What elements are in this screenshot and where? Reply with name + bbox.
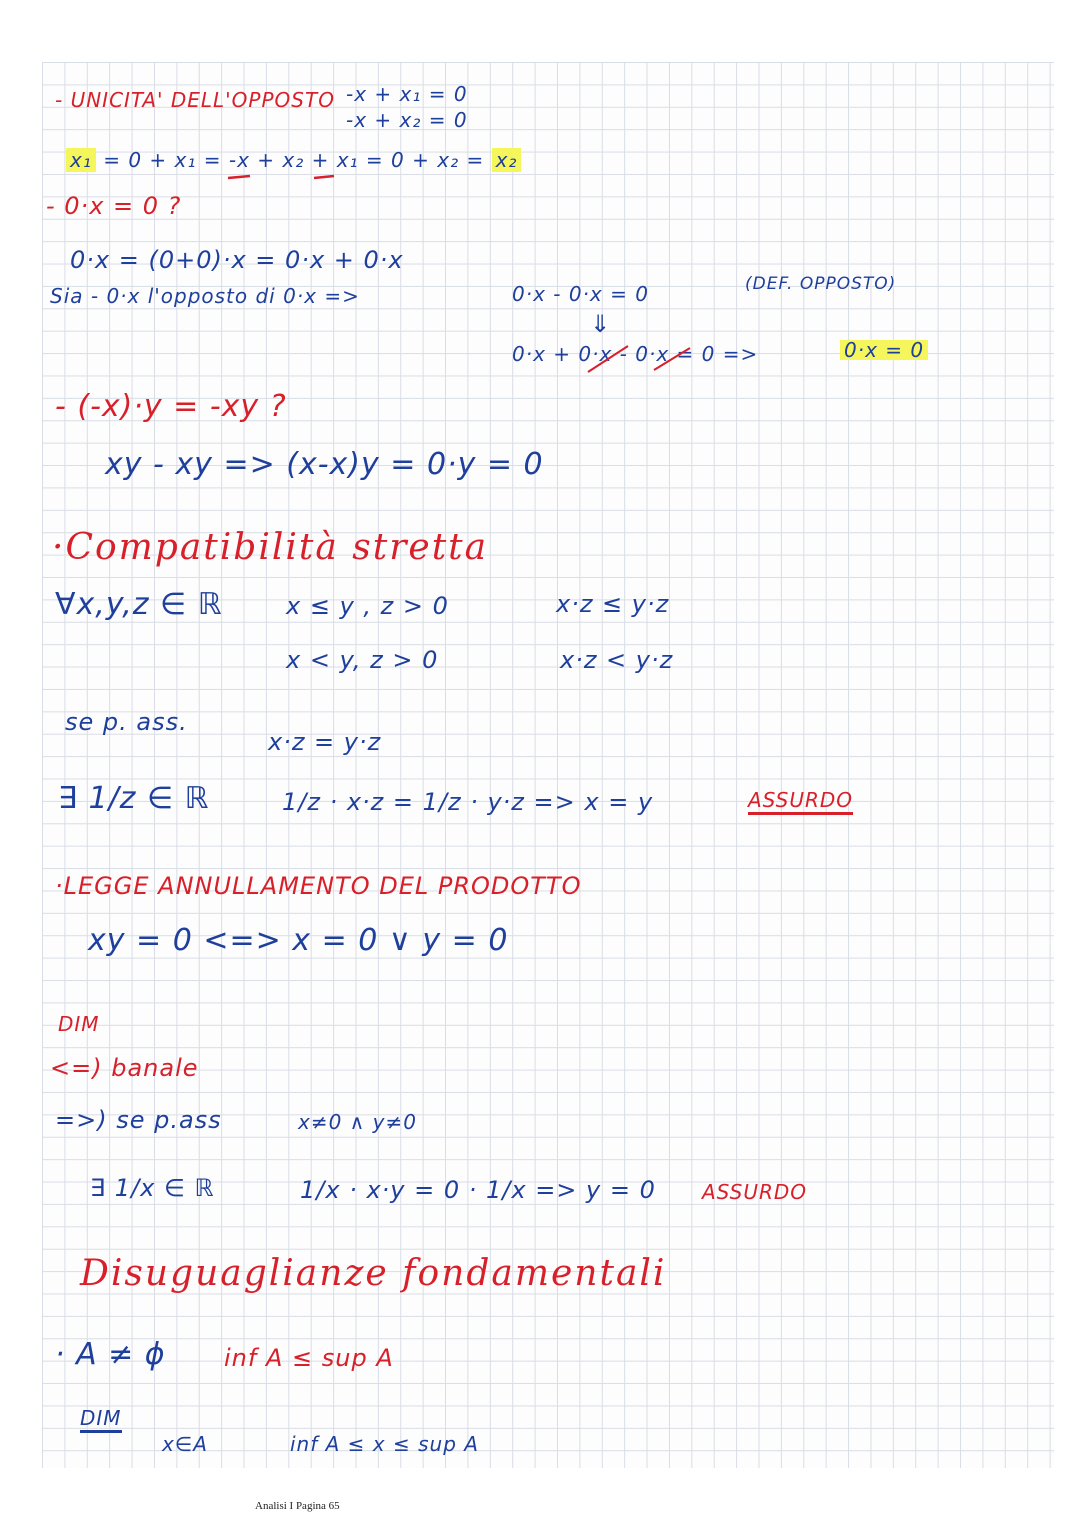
x1-proof-middle: = 0 + x₁ = -x + x₂ + x₁ = 0 + x₂ = xyxy=(103,148,485,172)
eq-opposto-2: -x + x₂ = 0 xyxy=(346,108,468,132)
x1-highlight: x₁ xyxy=(66,148,96,172)
compat-result-2: x·z < y·z xyxy=(560,646,674,674)
exists-inverse-z: ∃ 1/z ∈ ℝ xyxy=(58,781,210,816)
implies-down-arrow: ⇓ xyxy=(590,310,612,338)
eq-multiply-inverse: 1/z · x·z = 1/z · y·z => x = y xyxy=(282,788,654,816)
heading-disuguaglianze: Disuguaglianze fondamentali xyxy=(80,1253,667,1294)
compat-result-1: x·z ≤ y·z xyxy=(556,590,670,618)
note-def-opposto: (DEF. OPPOSTO) xyxy=(745,274,897,294)
exists-inverse-x: ∃ 1/x ∈ ℝ xyxy=(90,1174,215,1202)
heading-compatibilita: ·Compatibilità stretta xyxy=(52,527,489,568)
direction-per-assurdo: =>) se p.ass xyxy=(55,1106,222,1134)
ineq-inf-sup: inf A ≤ sup A xyxy=(224,1344,394,1372)
eq-def-opposto: 0·x - 0·x = 0 xyxy=(512,282,649,306)
ineq-inf-x-sup: inf A ≤ x ≤ sup A xyxy=(290,1432,479,1456)
heading-neg-x-times-y: - (-x)·y = -xy ? xyxy=(55,389,287,424)
eq-legge-annullamento: xy = 0 <=> x = 0 ∨ y = 0 xyxy=(88,923,509,958)
assurdo-label-2: ASSURDO xyxy=(702,1180,808,1204)
eq-assumption: x·z = y·z xyxy=(268,728,382,756)
result-zero-times-x: 0·x = 0 xyxy=(840,340,928,360)
heading-unicita-opposto: - UNICITA' DELL'OPPOSTO xyxy=(55,88,335,112)
eq-nonzero-assumption: x≠0 ∧ y≠0 xyxy=(298,1110,417,1134)
eq-zero-times-x: 0·x = (0+0)·x = 0·x + 0·x xyxy=(70,246,404,274)
dim-label-1: DIM xyxy=(58,1012,100,1036)
heading-zero-times-x: - 0·x = 0 ? xyxy=(46,192,182,220)
forall-xyz: ∀x,y,z ∈ ℝ xyxy=(55,587,223,622)
page-footer: Analisi I Pagina 65 xyxy=(255,1500,340,1512)
compat-cond-2: x < y, z > 0 xyxy=(286,646,439,674)
se-per-assurdo: se p. ass. xyxy=(65,708,188,736)
proof-line-unicita xyxy=(66,150,521,170)
line-sia-opposto: Sia - 0·x l'opposto di 0·x => xyxy=(50,284,360,308)
direction-banale: <=) banale xyxy=(50,1054,199,1082)
x-in-a: x∈A xyxy=(162,1432,208,1456)
condition-a-nonempty: · A ≠ ϕ xyxy=(55,1337,166,1372)
assurdo-label-1: ASSURDO xyxy=(748,790,853,815)
x2-highlight: x₂ xyxy=(492,148,522,172)
eq-cancellation: 0·x + 0·x - 0·x = 0 => xyxy=(512,342,759,366)
compat-cond-1: x ≤ y , z > 0 xyxy=(286,592,449,620)
eq-opposto-1: -x + x₁ = 0 xyxy=(346,82,468,106)
eq-multiply-inverse-x: 1/x · x·y = 0 · 1/x => y = 0 xyxy=(300,1176,656,1204)
dim-label-2: DIM xyxy=(80,1408,122,1433)
eq-neg-x-times-y: xy - xy => (x-x)y = 0·y = 0 xyxy=(105,447,544,482)
heading-legge-annullamento: ·LEGGE ANNULLAMENTO DEL PRODOTTO xyxy=(55,872,582,900)
